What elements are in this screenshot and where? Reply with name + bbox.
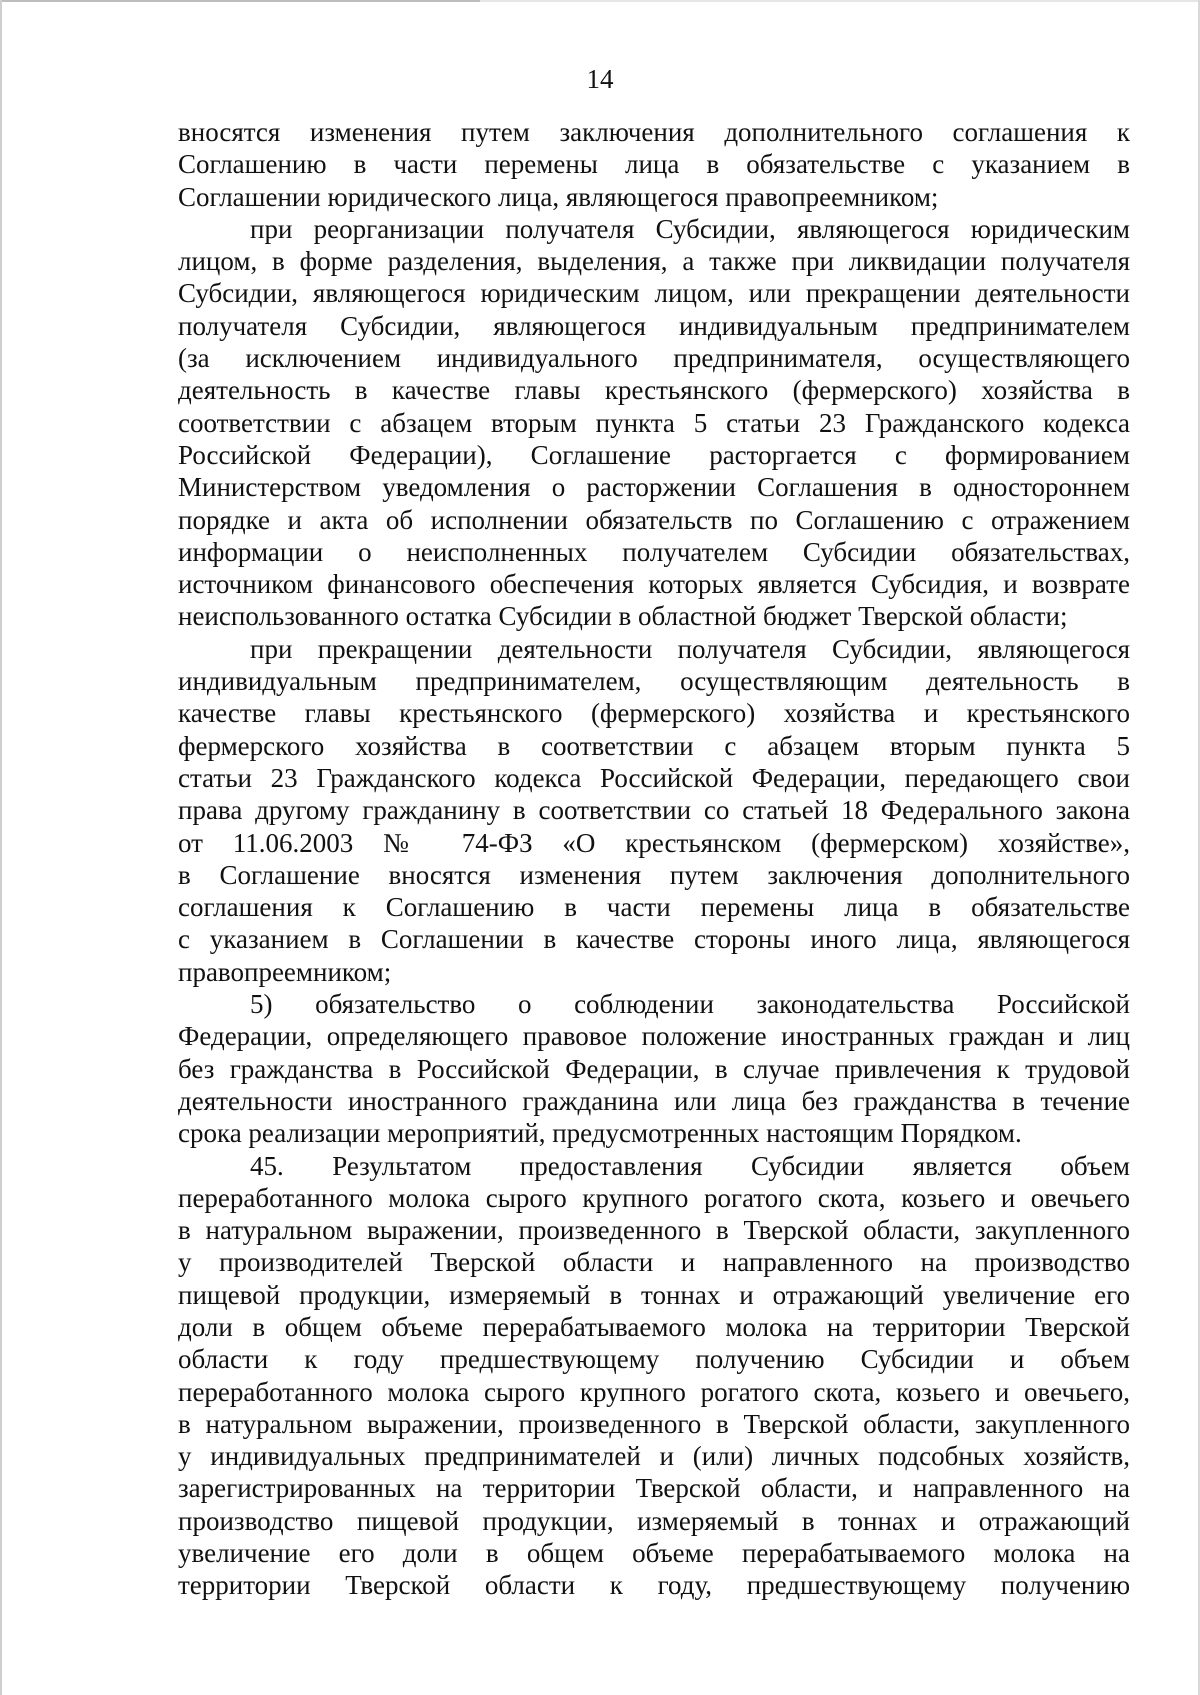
text-line: в натуральном выражении, произведенного в Тверской области, закупленного	[178, 1215, 1130, 1246]
text-line: деятельность в качестве главы крестьянского (фермерского) хозяйства в	[178, 375, 1130, 406]
text-line: при реорганизации получателя Субсидии, являющегося юридическим	[250, 213, 1130, 244]
text-line: неиспользованного остатка Субсидии в областной бюджет Тверской области;	[178, 601, 1068, 632]
page-number: 14	[586, 64, 614, 94]
text-line: индивидуальным предпринимателем, осуществляющим деятельность в	[178, 666, 1130, 697]
scan-edge-top	[0, 0, 1200, 2]
text-line: 5) обязательство о соблюдении законодательства Российской	[250, 989, 1130, 1020]
text-line: 45. Результатом предоставления Субсидии является объем	[250, 1150, 1130, 1181]
text-line: срока реализации мероприятий, предусмотренных настоящим Порядком.	[178, 1118, 1022, 1149]
scan-edge-left	[0, 0, 2, 1695]
text-line: с указанием в Соглашении в качестве стороны иного лица, являющегося	[178, 924, 1130, 955]
text-line: соответствии с абзацем вторым пункта 5 статьи 23 Гражданского кодекса	[178, 407, 1130, 438]
text-line: области к году предшествующему получению Субсидии и объем	[178, 1344, 1130, 1375]
text-line: Соглашении юридического лица, являющегося правопреемником;	[178, 181, 939, 212]
text-line: у индивидуальных предпринимателей и (или) личных подсобных хозяйств,	[178, 1441, 1130, 1472]
text-line: Федерации, определяющего правовое положение иностранных граждан и лиц	[178, 1021, 1130, 1052]
text-line: Соглашению в части перемены лица в обязательстве с указанием в	[178, 149, 1130, 180]
text-line: деятельности иностранного гражданина или лица без гражданства в течение	[178, 1085, 1130, 1116]
document-body	[178, 116, 1130, 1602]
text-line: порядке и акта об исполнении обязательств по Соглашению с отражением	[178, 504, 1130, 535]
text-line: зарегистрированных на территории Тверской области, и направленного на	[178, 1473, 1130, 1504]
text-line: без гражданства в Российской Федерации, в случае привлечения к трудовой	[178, 1053, 1130, 1084]
text-line: статьи 23 Гражданского кодекса Российской Федерации, передающего свои	[178, 762, 1130, 793]
text-line: Субсидии, являющегося юридическим лицом, или прекращении деятельности	[178, 278, 1130, 309]
text-line: при прекращении деятельности получателя Субсидии, являющегося	[250, 633, 1130, 664]
text-line: лицом, в форме разделения, выделения, а также при ликвидации получателя	[178, 246, 1130, 277]
text-line: фермерского хозяйства в соответствии с абзацем вторым пункта 5	[178, 730, 1130, 761]
text-line: территории Тверской области к году, предшествующему получению	[178, 1570, 1130, 1601]
text-line: переработанного молока сырого крупного рогатого скота, козьего и овечьего,	[178, 1376, 1130, 1407]
text-line: в Соглашение вносятся изменения путем заключения дополнительного	[178, 859, 1130, 890]
text-line: правопреемником;	[178, 956, 392, 987]
text-line: вносятся изменения путем заключения дополнительного соглашения к	[178, 117, 1130, 147]
text-line: получателя Субсидии, являющегося индивидуальным предпринимателем	[178, 310, 1130, 341]
text-line: в натуральном выражении, произведенного в Тверской области, закупленного	[178, 1408, 1130, 1439]
text-line: информации о неисполненных получателем Субсидии обязательствах,	[178, 536, 1130, 567]
text-line: переработанного молока сырого крупного рогатого скота, козьего и овечьего	[178, 1182, 1130, 1213]
text-line: Российской Федерации), Соглашение расторгается с формированием	[178, 439, 1130, 470]
text-line: Министерством уведомления о расторжении Соглашения в одностороннем	[178, 472, 1130, 503]
text-line: источником финансового обеспечения которых является Субсидия, и возврате	[178, 569, 1130, 600]
text-line: качестве главы крестьянского (фермерского) хозяйства и крестьянского	[178, 698, 1130, 729]
text-line: пищевой продукции, измеряемый в тоннах и отражающий увеличение его	[178, 1279, 1130, 1310]
text-line: права другому гражданину в соответствии со статьей 18 Федерального закона	[178, 795, 1130, 826]
text-line: от 11.06.2003 № 74-ФЗ «О крестьянском (фермерском) хозяйстве»,	[178, 827, 1130, 858]
text-line: доли в общем объеме перерабатываемого молока на территории Тверской	[178, 1311, 1130, 1342]
text-line: увеличение его доли в общем объеме перерабатываемого молока на	[178, 1538, 1130, 1569]
text-line: (за исключением индивидуального предпринимателя, осуществляющего	[178, 343, 1130, 374]
text-line: производство пищевой продукции, измеряемый в тоннах и отражающий	[178, 1505, 1130, 1536]
text-line: у производителей Тверской области и направленного на производство	[178, 1247, 1130, 1278]
text-line: соглашения к Соглашению в части перемены лица в обязательстве	[178, 892, 1130, 923]
